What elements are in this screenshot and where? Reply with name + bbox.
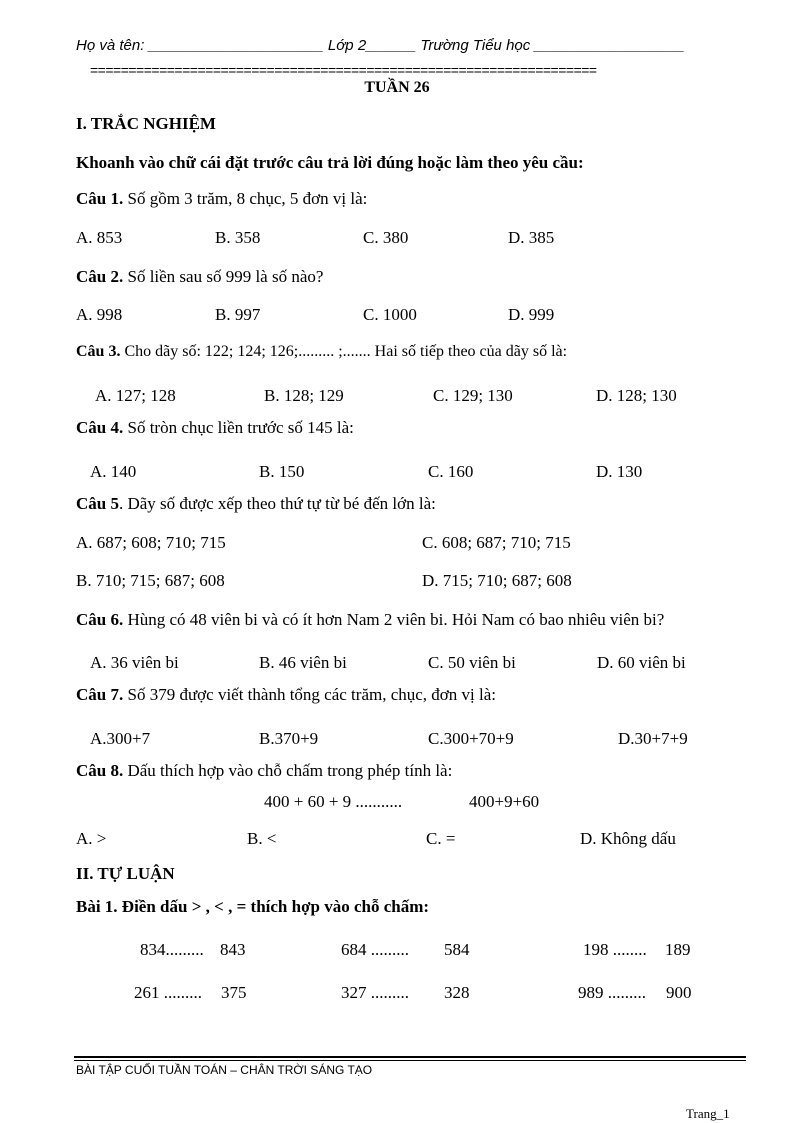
q5-option-b[interactable]: B. 710; 715; 687; 608 [76,571,225,590]
footer-text: BÀI TẬP CUỐI TUẦN TOÁN – CHÂN TRỜI SÁNG TẠO [76,1063,373,1077]
q2-option-d[interactable]: D. 999 [508,305,555,324]
compare-left-1[interactable]: 834......... [140,940,204,959]
compare-left-2[interactable]: 684 ......... [341,940,409,959]
question-3 [76,343,567,361]
header-separator: ================================================================== [90,62,597,78]
student-info-line: Họ và tên: _____________________ Lớp 2______ Trường Tiểu học __________________ [76,37,685,54]
question-label: Câu 2. [76,267,124,286]
page-number: Trang_1 [686,1106,730,1121]
q3-option-a[interactable]: A. 127; 128 [95,386,176,405]
question-label: Câu 7. [76,685,124,704]
question-label: Câu 5 [76,494,119,513]
question-5 [76,494,436,514]
q5-option-d[interactable]: D. 715; 710; 687; 608 [422,571,572,590]
q5-option-c[interactable]: C. 608; 687; 710; 715 [422,533,571,552]
q6-option-c[interactable]: C. 50 viên bi [428,653,516,672]
q4-option-b[interactable]: B. 150 [259,462,305,481]
q8-option-b[interactable]: B. < [247,829,277,848]
compare-left-5[interactable]: 327 ......... [341,983,409,1002]
q4-option-a[interactable]: A. 140 [90,462,137,481]
question-text: Số liền sau số 999 là số nào? [123,267,324,286]
q2-option-c[interactable]: C. 1000 [363,305,417,324]
q1-option-a[interactable]: A. 853 [76,228,123,247]
q2-option-a[interactable]: A. 998 [76,305,123,324]
question-8 [76,761,452,781]
section-1-instruction: Khoanh vào chữ cái đặt trước câu trả lời đúng hoặc làm theo yêu cầu: [76,153,584,172]
question-label: Câu 3. [76,343,121,360]
question-text: Số 379 được viết thành tổng các trăm, chục, đơn vị là: [123,685,497,704]
q7-option-d[interactable]: D.30+7+9 [618,729,688,748]
compare-left-6[interactable]: 989 ......... [578,983,646,1002]
compare-right-5: 328 [444,983,470,1002]
compare-right-1: 843 [220,940,246,959]
compare-right-6: 900 [666,983,692,1002]
q7-option-c[interactable]: C.300+70+9 [428,729,514,748]
q7-option-a[interactable]: A.300+7 [90,729,151,748]
q5-option-a[interactable]: A. 687; 608; 710; 715 [76,533,226,552]
q2-option-b[interactable]: B. 997 [215,305,261,324]
question-label: Câu 6. [76,610,124,629]
q8-option-d[interactable]: D. Không dấu [580,829,676,848]
q8-expression-left: 400 + 60 + 9 ........... [264,792,403,811]
q4-option-d[interactable]: D. 130 [596,462,643,481]
q1-option-b[interactable]: B. 358 [215,228,261,247]
q7-option-b[interactable]: B.370+9 [259,729,319,748]
q3-option-c[interactable]: C. 129; 130 [433,386,513,405]
q4-option-c[interactable]: C. 160 [428,462,474,481]
section-2-title: II. TỰ LUẬN [76,864,175,883]
compare-right-2: 584 [444,940,470,959]
q6-option-a[interactable]: A. 36 viên bi [90,653,179,672]
question-7 [76,685,496,705]
q1-option-d[interactable]: D. 385 [508,228,555,247]
q8-option-a[interactable]: A. > [76,829,107,848]
question-label: Câu 1. [76,189,124,208]
q1-option-c[interactable]: C. 380 [363,228,409,247]
question-2 [76,267,323,287]
q6-option-d[interactable]: D. 60 viên bi [597,653,686,672]
compare-right-3: 189 [665,940,691,959]
q8-expression-right: 400+9+60 [469,792,540,811]
exercise-1-instruction: Bài 1. Điền dấu > , < , = thích hợp vào chỗ chấm: [76,897,430,916]
compare-right-4: 375 [221,983,247,1002]
question-label: Câu 4. [76,418,124,437]
week-title: TUẦN 26 [364,79,430,96]
question-text: Số tròn chục liền trước số 145 là: [123,418,354,437]
section-1-title: I. TRẮC NGHIỆM [76,114,216,133]
question-6 [76,610,664,630]
q6-option-b[interactable]: B. 46 viên bi [259,653,347,672]
question-text: Dấu thích hợp vào chỗ chấm trong phép tính là: [123,761,453,780]
question-text: Số gồm 3 trăm, 8 chục, 5 đơn vị là: [123,189,368,208]
q8-option-c[interactable]: C. = [426,829,456,848]
compare-left-4[interactable]: 261 ......... [134,983,202,1002]
q3-option-b[interactable]: B. 128; 129 [264,386,344,405]
question-label: Câu 8. [76,761,124,780]
footer-rule-thin [74,1060,746,1061]
compare-left-3[interactable]: 198 ........ [583,940,647,959]
question-4 [76,418,354,438]
question-text: Cho dãy số: 122; 124; 126;......... ;....... Hai số tiếp theo của dãy số là: [120,343,568,360]
question-text: . Dãy số được xếp theo thứ tự từ bé đến lớn là: [118,494,436,513]
q3-option-d[interactable]: D. 128; 130 [596,386,677,405]
footer-rule-thick [74,1056,746,1058]
question-text: Hùng có 48 viên bi và có ít hơn Nam 2 viên bi. Hỏi Nam có bao nhiêu viên bi? [123,610,665,629]
question-1 [76,189,367,209]
